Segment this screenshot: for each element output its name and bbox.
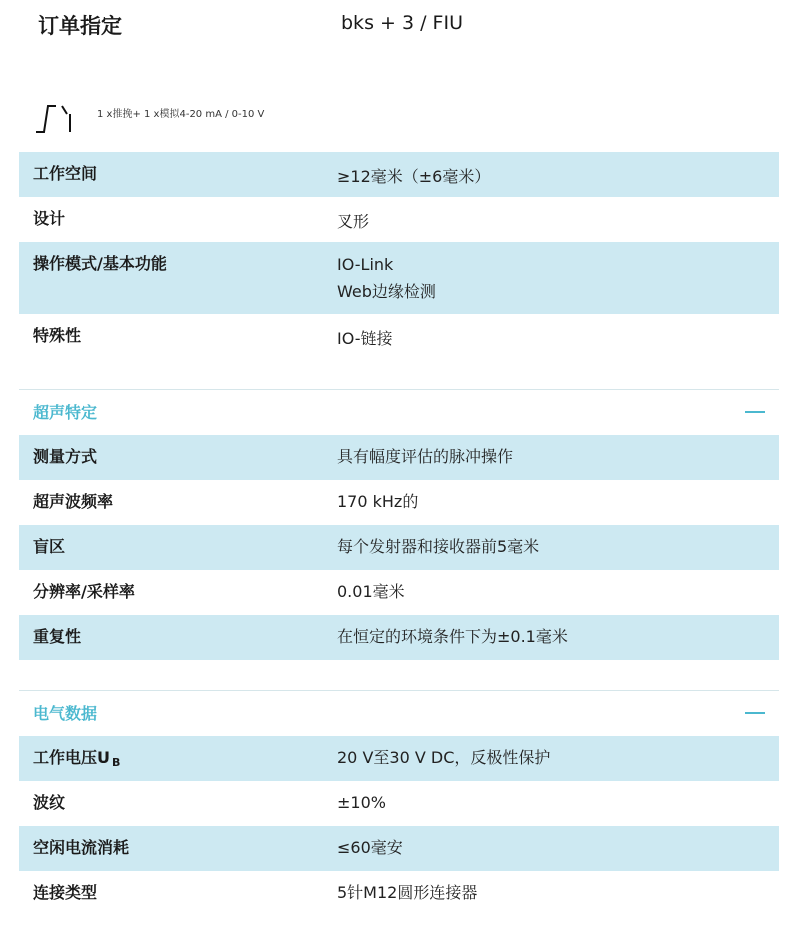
row-label: 超声波频率	[33, 492, 114, 511]
general-table	[19, 152, 779, 359]
section-title: 电气数据	[33, 704, 98, 723]
row-label: 操作模式/基本功能	[33, 254, 167, 273]
row-value: 20 V至30 V DC，反极性保护	[337, 748, 551, 767]
row-value: ≤60毫安	[337, 838, 403, 857]
table-row	[19, 314, 779, 359]
row-value: 170 kHz的	[337, 492, 419, 511]
table-row	[19, 826, 779, 871]
row-label: 特殊性	[33, 326, 82, 345]
row-value: ±10%	[337, 793, 386, 812]
electrical-section-header[interactable]	[19, 690, 779, 736]
row-value: IO-链接	[337, 329, 393, 348]
row-value: 叉形	[337, 212, 370, 231]
order-code: bks + 3 / FIU	[341, 12, 463, 34]
ultrasonic-section-header[interactable]	[19, 389, 779, 435]
table-row	[19, 480, 779, 525]
table-row	[19, 435, 779, 480]
row-value: 具有幅度评估的脉冲操作	[337, 447, 514, 466]
table-row	[19, 152, 779, 197]
row-value: 5针M12圆形连接器	[337, 883, 478, 902]
order-header	[38, 10, 778, 40]
row-value: 每个发射器和接收器前5毫米	[337, 537, 540, 556]
row-label: 工作空间	[33, 164, 98, 183]
table-row	[19, 871, 779, 916]
row-label: 连接类型	[33, 883, 98, 902]
output-description: 1 x推挽+ 1 x模拟4-20 mA / 0-10 V	[97, 109, 265, 120]
row-value: 0.01毫米	[337, 582, 405, 601]
row-value: ≥12毫米（±6毫米）	[337, 167, 491, 186]
ultrasonic-table	[19, 435, 779, 660]
row-label: 设计	[33, 209, 66, 228]
collapse-icon[interactable]	[745, 411, 765, 413]
row-label: 空闲电流消耗	[33, 838, 130, 857]
table-row	[19, 242, 779, 314]
electrical-table	[19, 736, 779, 916]
row-label: 分辨率/采样率	[33, 582, 135, 601]
row-value: 在恒定的环境条件下为±0.1毫米	[337, 627, 568, 646]
section-title: 超声特定	[33, 403, 98, 422]
table-row	[19, 781, 779, 826]
row-value: IO-Link Web边缘检测	[337, 255, 436, 301]
row-label: 波纹	[33, 793, 66, 812]
collapse-icon[interactable]	[745, 712, 765, 714]
order-title: 订单指定	[38, 14, 122, 38]
table-row	[19, 736, 779, 781]
switching-output-icon	[34, 100, 78, 136]
table-row	[19, 570, 779, 615]
table-row	[19, 615, 779, 660]
row-label: 测量方式	[33, 447, 98, 466]
row-label: 盲区	[33, 537, 66, 556]
row-label: 重复性	[33, 627, 82, 646]
subscript: B	[112, 756, 121, 769]
table-row	[19, 525, 779, 570]
table-row	[19, 197, 779, 242]
row-label: 工作电压U B	[33, 748, 121, 769]
